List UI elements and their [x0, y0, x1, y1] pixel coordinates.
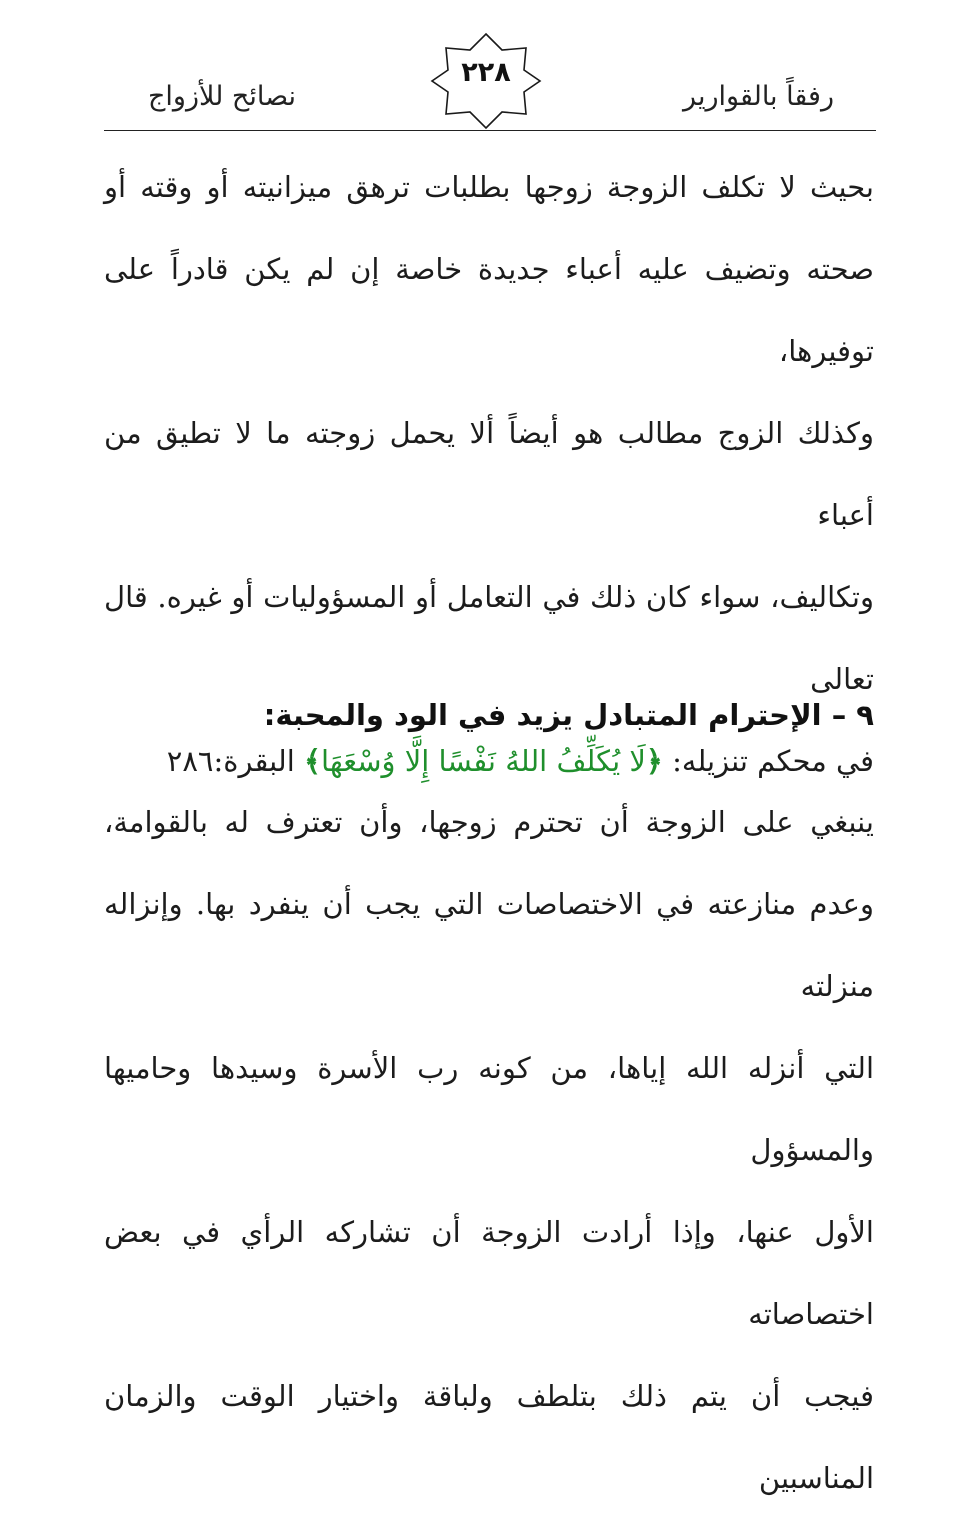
- paragraph-line: صحته وتضيف عليه أعباء جديدة خاصة إن لم يكن قادراً على توفيرها،: [104, 252, 874, 368]
- quran-verse: لَا يُكَلِّفُ اللهُ نَفْسًا إِلَّا وُسْعَهَا: [321, 744, 646, 778]
- book-title: رفقاً بالقوارير: [683, 81, 834, 112]
- paragraph-line: الأول عنها، وإذا أرادت الزوجة أن تشاركه الرأي في بعض اختصاصاته: [104, 1215, 874, 1331]
- section-heading: ٩ – الإحترام المتبادل يزيد في الود والمحبة:: [263, 698, 874, 732]
- paragraph-line: وتكاليف، سواء كان ذلك في التعامل أو المسؤوليات أو غيره. قال تعالى: [104, 580, 874, 696]
- paragraph-line: وعدم منازعته في الاختصاصات التي يجب أن ينفرد بها. وإنزاله منزلته: [104, 887, 874, 1003]
- page-number: ٢٢٨: [461, 57, 511, 88]
- page-number-badge: [430, 32, 542, 130]
- chapter-title: نصائح للأزواج: [148, 81, 297, 112]
- verse-open-bracket: ﴿: [645, 744, 663, 778]
- paragraph-line: فيجب أن يتم ذلك بتلطف ولباقة واختيار الوقت والزمان المناسبين: [104, 1379, 874, 1495]
- verse-intro: في محكم تنزيله:: [672, 744, 874, 778]
- paragraph-2: [104, 781, 874, 1519]
- verse-close-bracket: ﴾: [304, 744, 321, 778]
- paragraph-line: التي أنزله الله إياها، من كونه رب الأسرة وسيدها وحاميها والمسؤول: [104, 1051, 874, 1167]
- paragraph-line: بحيث لا تكلف الزوجة زوجها بطلبات ترهق ميزانيته أو وقته أو: [104, 170, 874, 204]
- page-header: [104, 30, 876, 134]
- verse-citation: البقرة:٢٨٦: [166, 744, 295, 778]
- paragraph-line: وكذلك الزوج مطالب هو أيضاً ألا يحمل زوجته ما لا تطيق من أعباء: [104, 416, 874, 532]
- header-divider: [104, 130, 876, 131]
- paragraph-line: ينبغي على الزوجة أن تحترم زوجها، وأن تعترف له بالقوامة،: [104, 805, 874, 839]
